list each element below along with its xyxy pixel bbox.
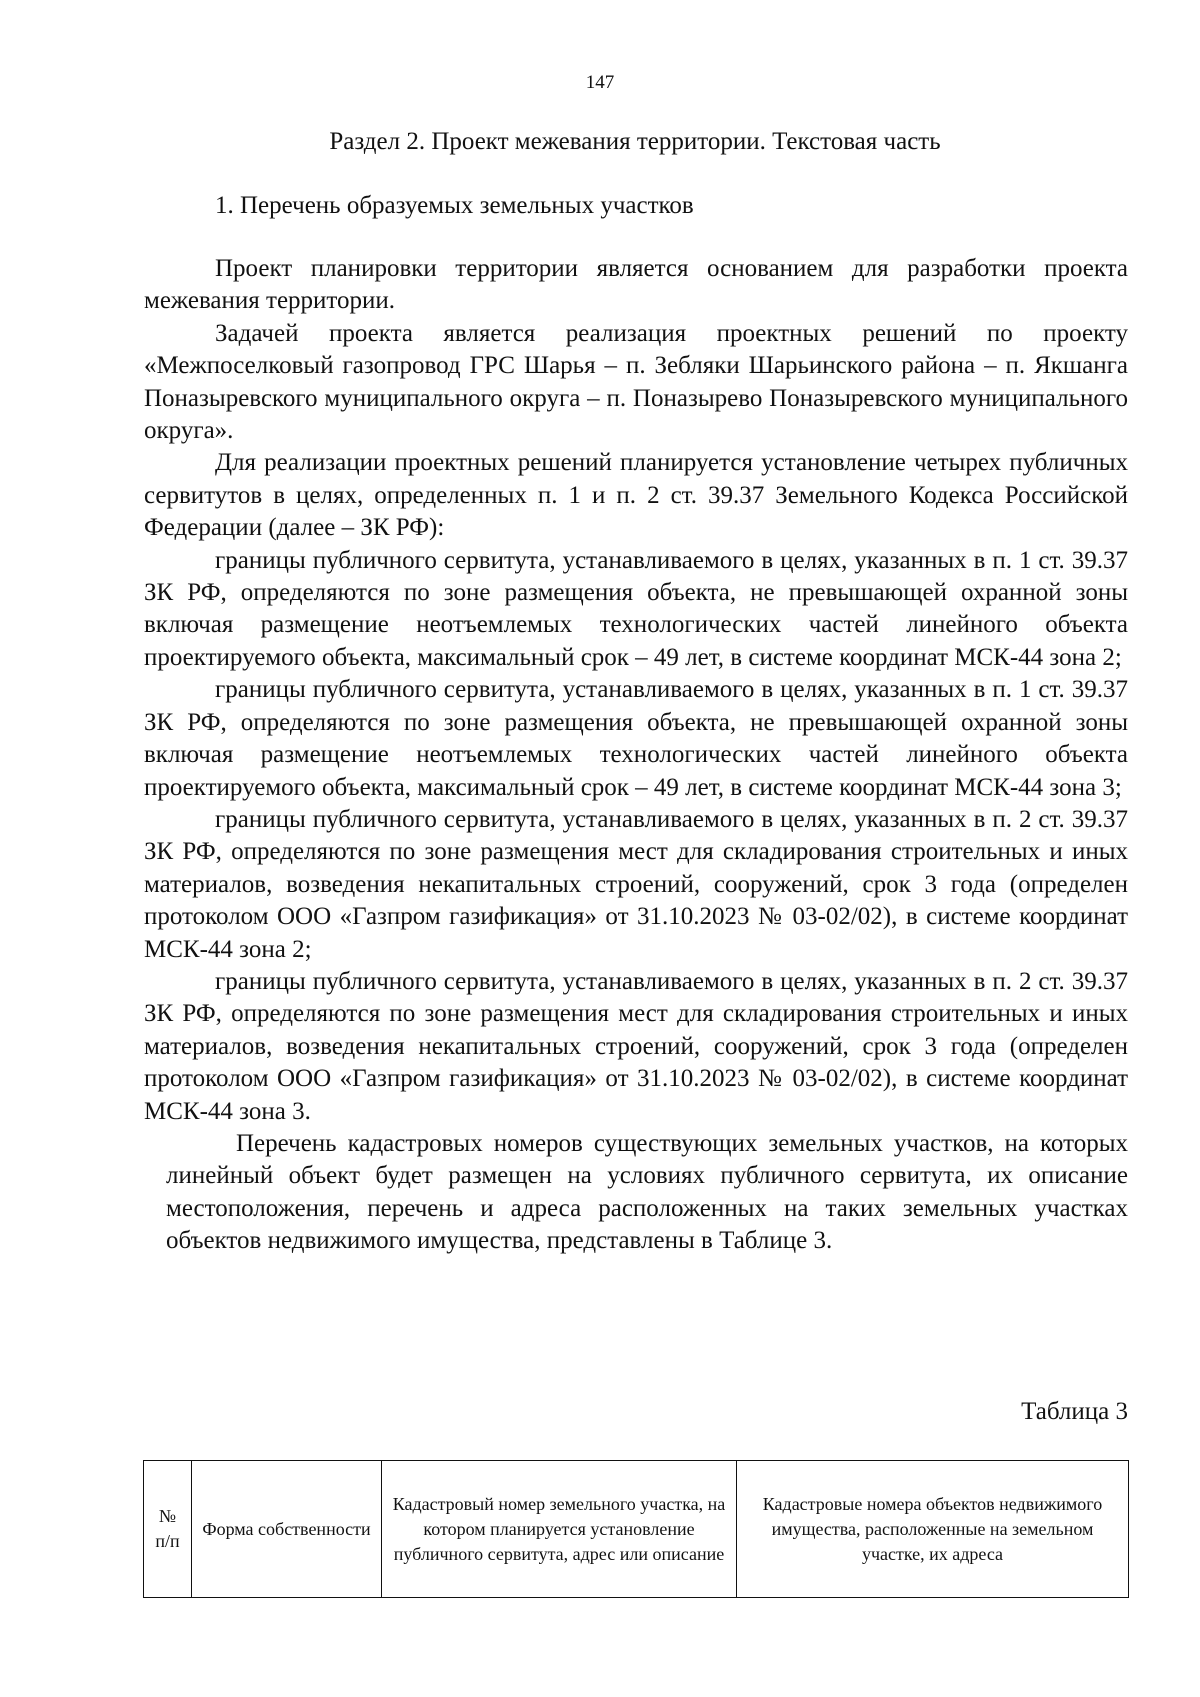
page-number: 147 — [585, 72, 615, 93]
body-text — [144, 253, 1128, 1258]
paragraph-task: Задачей проекта является реализация проектных решений по проекту «Межпоселковый газопровод ГРС Шарья – п. Зебляки Шарьинского района – п. Якшанга Поназыревского муниципального округа – п. Поназырево Поназыревского муниципального округа». — [144, 319, 1128, 445]
table-caption: Таблица 3 — [1021, 1398, 1128, 1425]
paragraph-servitude-1: границы публичного сервитута, устанавливаемого в целях, указанных в п. 1 ст. 39.37 ЗК РФ, определяются по зоне размещения объекта, не превышающей охранной зоны включая размещение неотъемлемых технологических частей линейного объекта проектируемого объекта, максимальный срок – 49 лет, в системе координат МСК-44 зона 2; — [144, 546, 1128, 671]
paragraph-basis: Проект планировки территории является основанием для разработки проекта межевания территории. — [144, 255, 1128, 315]
header-cadastral-number: Кадастровый номер земельного участка, на котором планируется установление публичного сервитута, адрес или описание — [382, 1461, 737, 1598]
header-ownership: Форма собственности — [192, 1461, 382, 1598]
section-title: Раздел 2. Проект межевания территории. Текстовая часть — [329, 128, 941, 155]
table-header-row — [144, 1461, 1129, 1598]
paragraph-cadastral-list: Перечень кадастровых номеров существующих земельных участков, на которых линейный объект будет размещен на условиях публичного сервитута, их описание местоположения, перечень и адреса расположенных на таких земельных участках объектов недвижимого имущества, представлены в Таблице 3. — [166, 1129, 1128, 1255]
header-property-objects: Кадастровые номера объектов недвижимого имущества, расположенные на земельном участке, их адреса — [737, 1461, 1129, 1598]
paragraph-servitude-4: границы публичного сервитута, устанавливаемого в целях, указанных в п. 2 ст. 39.37 ЗК РФ, определяются по зоне размещения мест для складирования строительных и иных материалов, возведения некапитальных строений, сооружений, срок 3 года (определен протоколом ООО «Газпром газификация» от 31.10.2023 № 03-02/02), в системе координат МСК-44 зона 3. — [144, 967, 1128, 1125]
paragraph-servitude-3: границы публичного сервитута, устанавливаемого в целях, указанных в п. 2 ст. 39.37 ЗК РФ, определяются по зоне размещения мест для складирования строительных и иных материалов, возведения некапитальных строений, сооружений, срок 3 года (определен протоколом ООО «Газпром газификация» от 31.10.2023 № 03-02/02), в системе координат МСК-44 зона 2; — [144, 805, 1128, 963]
paragraph-servitude-2: границы публичного сервитута, устанавливаемого в целях, указанных в п. 1 ст. 39.37 ЗК РФ, определяются по зоне размещения объекта, не превышающей охранной зоны включая размещение неотъемлемых технологических частей линейного объекта проектируемого объекта, максимальный срок – 49 лет, в системе координат МСК-44 зона 3; — [144, 676, 1128, 801]
subsection-title: 1. Перечень образуемых земельных участков — [215, 192, 694, 219]
cadastral-table — [143, 1460, 1129, 1598]
paragraph-servitudes-intro: Для реализации проектных решений планируется установление четырех публичных сервитутов в целях, определенных п. 1 и п. 2 ст. 39.37 Земельного Кодекса Российской Федерации (далее – ЗК РФ): — [144, 449, 1128, 542]
header-number: № п/п — [144, 1461, 192, 1598]
